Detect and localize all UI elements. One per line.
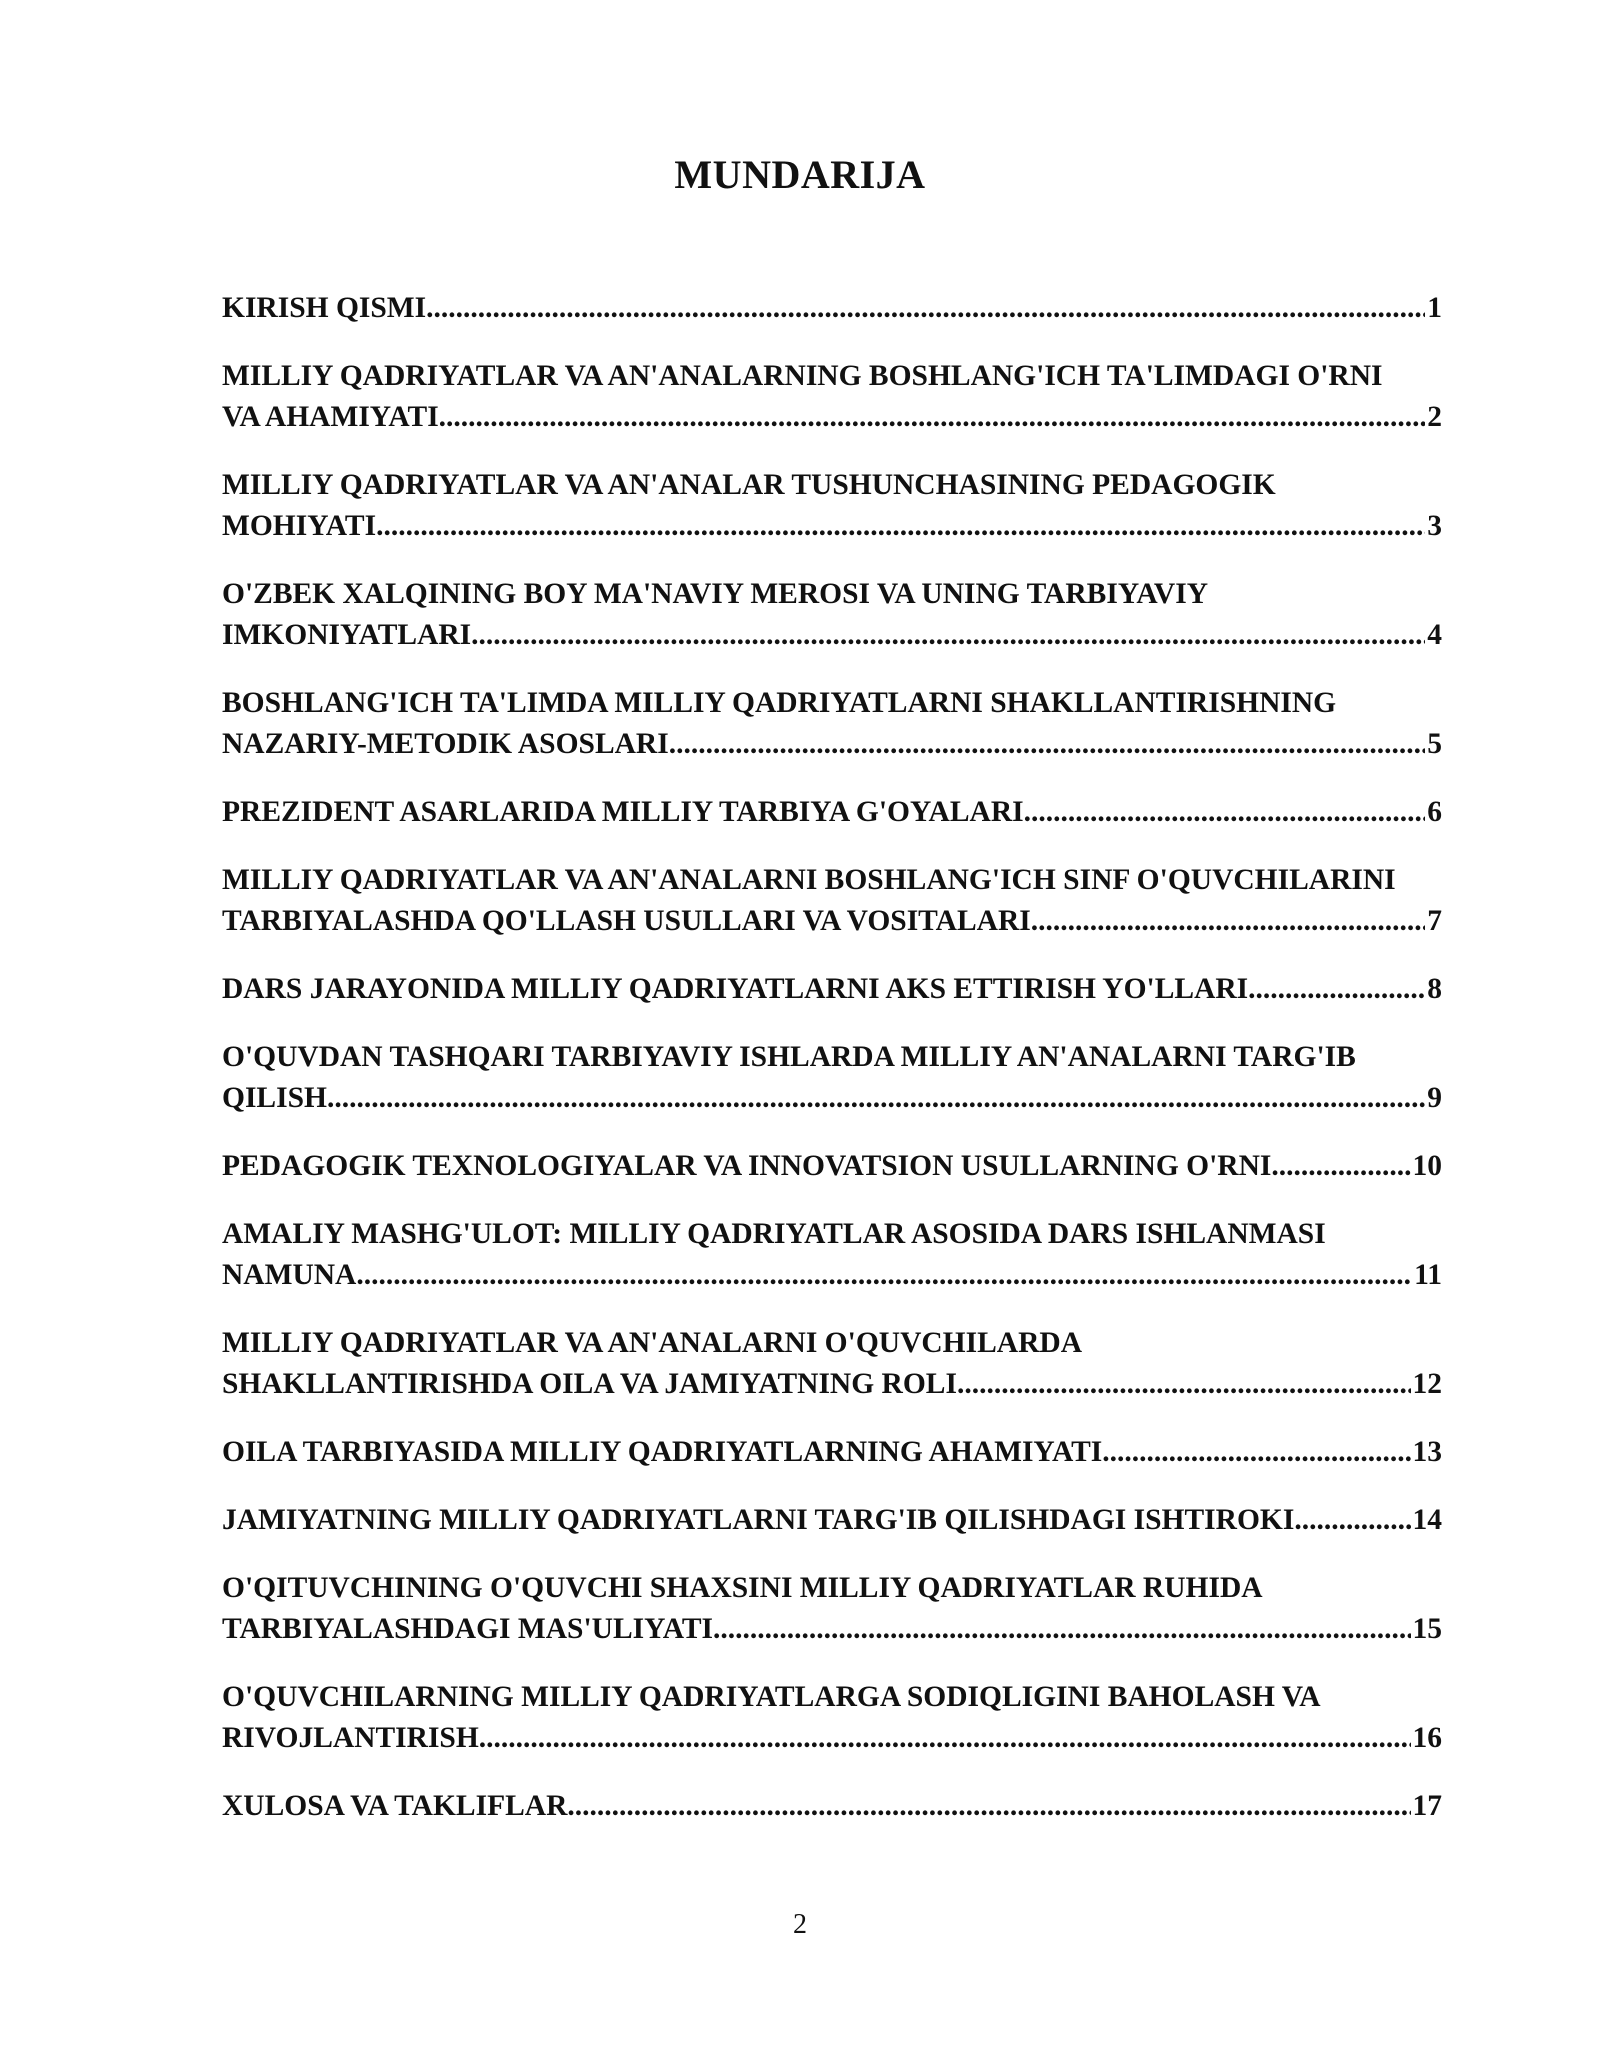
toc-page-number: 4 [1427,619,1442,651]
toc-entry-line [222,1323,1482,1364]
toc-entry-title: BOSHLANG'ICH TA'LIMDA MILLIY QADRIYATLARNI SHAKLLANTIRISHNING [222,687,1337,719]
toc-entry-title: PEDAGOGIK TEXNOLOGIYALAR VA INNOVATSION USULLARNING O'RNI [222,1150,1272,1182]
toc-entry-title: IMKONIYATLARI [222,619,472,651]
dot-leader [669,724,1426,765]
toc-entry[interactable] [222,969,1442,1010]
toc-entry-last-line [222,901,1442,942]
toc-entry-last-line [222,506,1442,547]
toc-page-number: 10 [1412,1150,1442,1182]
toc-entry-title: MILLIY QADRIYATLAR VA AN'ANALARNING BOSHLANG'ICH TA'LIMDAGI O'RNI [222,360,1383,392]
dot-leader [1294,1500,1410,1541]
toc-entry-title: XULOSA VA TAKLIFLAR [222,1790,568,1822]
toc-page-number: 16 [1412,1722,1442,1754]
toc-page-number: 12 [1412,1368,1442,1400]
dot-leader [1024,792,1426,833]
toc-entry-line [222,860,1482,901]
toc-page-number: 3 [1427,510,1442,542]
toc-entry-last-line [222,615,1442,656]
toc-entry-last-line [222,288,1442,329]
toc-entry-title: MOHIYATI [222,510,377,542]
toc-entry-title: AMALIY MASHG'ULOT: MILLIY QADRIYATLAR ASOSIDA DARS ISHLANMASI [222,1218,1326,1250]
toc-entry-line [222,683,1482,724]
toc-entry-title: O'QITUVCHINING O'QUVCHI SHAXSINI MILLIY QADRIYATLAR RUHIDA [222,1572,1263,1604]
toc-entry-title: MILLIY QADRIYATLAR VA AN'ANALARNI O'QUVCHILARDA [222,1327,1082,1359]
dot-leader [479,1718,1411,1759]
toc-entry-last-line [222,1500,1442,1541]
toc-page-number: 15 [1412,1613,1442,1645]
toc-entry-last-line [222,397,1442,438]
toc-entry-title: MILLIY QADRIYATLAR VA AN'ANALAR TUSHUNCHASINING PEDAGOGIK [222,469,1276,501]
dot-leader [471,615,1425,656]
toc-page-number: 9 [1427,1082,1442,1114]
toc-entry-title: MILLIY QADRIYATLAR VA AN'ANALARNI BOSHLANG'ICH SINF O'QUVCHILARINI [222,864,1396,896]
toc-entry-last-line [222,724,1442,765]
toc-entry[interactable] [222,1568,1442,1650]
page-number: 2 [793,1909,807,1940]
toc-entry[interactable] [222,1323,1442,1405]
table-of-contents [222,288,1482,1854]
toc-entry-last-line [222,1718,1442,1759]
dot-leader [567,1786,1410,1827]
toc-entry-line [222,465,1482,506]
dot-leader [356,1255,1412,1296]
toc-entry-line [222,1568,1482,1609]
toc-entry-last-line [222,1146,1442,1187]
toc-entry-title: O'QUVDAN TASHQARI TARBIYAVIY ISHLARDA MILLIY AN'ANALARNI TARG'IB [222,1041,1356,1073]
toc-entry-title: QILISH [222,1082,327,1114]
toc-entry-title: TARBIYALASHDAGI MAS'ULIYATI [222,1613,713,1645]
dot-leader [426,288,1425,329]
toc-entry[interactable] [222,356,1442,438]
dot-leader [1271,1146,1410,1187]
toc-entry[interactable] [222,465,1442,547]
toc-entry-title: NAZARIY-METODIK ASOSLARI [222,728,669,760]
toc-entry[interactable] [222,1786,1442,1827]
dot-leader [957,1364,1411,1405]
toc-page-number: 14 [1412,1504,1442,1536]
page-title: MUNDARIJA [674,152,926,197]
toc-entry-last-line [222,1786,1442,1827]
toc-entry-title: SHAKLLANTIRISHDA OILA VA JAMIYATNING ROLI [222,1368,957,1400]
toc-entry[interactable] [222,792,1442,833]
toc-entry-last-line [222,792,1442,833]
toc-entry-title: O'ZBEK XALQINING BOY MA'NAVIY MEROSI VA UNING TARBIYAVIY [222,578,1209,610]
toc-entry[interactable] [222,1500,1442,1541]
toc-entry-last-line [222,1255,1442,1296]
toc-entry-last-line [222,1432,1442,1473]
dot-leader [1102,1432,1410,1473]
toc-page-number: 8 [1427,973,1442,1005]
toc-entry-title: DARS JARAYONIDA MILLIY QADRIYATLARNI AKS ETTIRISH YO'LLARI [222,973,1249,1005]
toc-entry-last-line [222,1609,1442,1650]
toc-entry[interactable] [222,574,1442,656]
toc-page-number: 13 [1412,1436,1442,1468]
dot-leader [713,1609,1411,1650]
toc-page-number: 5 [1427,728,1442,760]
toc-entry-title: O'QUVCHILARNING MILLIY QADRIYATLARGA SODIQLIGINI BAHOLASH VA [222,1681,1321,1713]
dot-leader [439,397,1426,438]
toc-page-number: 1 [1427,292,1442,324]
toc-page-number: 7 [1427,905,1442,937]
toc-entry-title: OILA TARBIYASIDA MILLIY QADRIYATLARNING AHAMIYATI [222,1436,1103,1468]
dot-leader [327,1078,1425,1119]
toc-page-number: 2 [1427,401,1442,433]
toc-entry-title: TARBIYALASHDA QO'LLASH USULLARI VA VOSITALARI [222,905,1031,937]
toc-entry-title: RIVOJLANTIRISH [222,1722,479,1754]
toc-entry-last-line [222,1364,1442,1405]
toc-entry-line [222,574,1482,615]
toc-entry[interactable] [222,1432,1442,1473]
toc-entry[interactable] [222,1037,1442,1119]
toc-page-number: 17 [1412,1790,1442,1822]
toc-page-number: 11 [1414,1259,1442,1291]
toc-entry-last-line [222,1078,1442,1119]
toc-entry[interactable] [222,860,1442,942]
toc-entry-line [222,1214,1482,1255]
toc-entry[interactable] [222,1214,1442,1296]
toc-page-number: 6 [1427,796,1442,828]
toc-entry-title: VA AHAMIYATI [222,401,439,433]
toc-entry[interactable] [222,1677,1442,1759]
toc-entry[interactable] [222,1146,1442,1187]
toc-entry-line [222,356,1482,397]
dot-leader [376,506,1425,547]
toc-entry-line [222,1677,1482,1718]
toc-entry-line [222,1037,1482,1078]
toc-entry-title: KIRISH QISMI [222,292,427,324]
toc-entry[interactable] [222,683,1442,765]
toc-entry-title: PREZIDENT ASARLARIDA MILLIY TARBIYA G'OYALARI [222,796,1024,828]
toc-entry[interactable] [222,288,1442,329]
dot-leader [1248,969,1425,1010]
dot-leader [1031,901,1426,942]
toc-entry-title: NAMUNA [222,1259,357,1291]
toc-entry-last-line [222,969,1442,1010]
toc-entry-title: JAMIYATNING MILLIY QADRIYATLARNI TARG'IB QILISHDAGI ISHTIROKI [222,1504,1295,1536]
